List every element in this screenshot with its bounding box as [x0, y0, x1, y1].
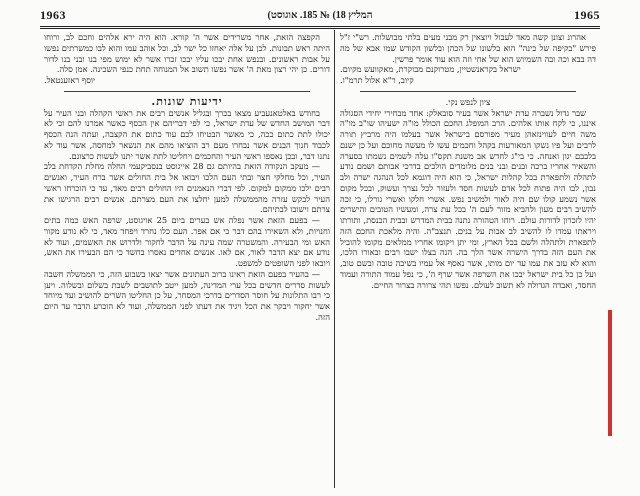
left-signature: יוסף ראזענטאל.	[44, 75, 96, 85]
news-paragraph: בחודש באלטאנעביע מצאו בכרך ובגליל אנשים רבים את ראשי הקהלה ובני העיר על דבר המושב החדש של עדת ישראל, כי לפי דבריהם אין הכסף כאשר אמרנו להם וכי לא יכולו לתת כתום ככה, כי מאשר הבטיחו לכם עוד כתום את הקצבה, ועתה הנה הכסף לכבוד חנוך הבנים אשר נבחרו מעם רב הוציאו מהם את הנשאר למחסה, אשר עוד לא נתנו דבר, ובכן נאספו ראשי העיר והחכמים ויחליטו לתת אשר יתנו לעשות כרצונם.	[44, 107, 330, 161]
header-rule-secondary	[40, 28, 600, 29]
left-section-title: ידיעות שונות.	[151, 94, 223, 108]
page-header	[40, 6, 600, 24]
page-number-right: 1965	[574, 7, 600, 22]
left-column	[44, 32, 330, 488]
left-separator	[64, 91, 310, 92]
right-top-paragraph: אהרונ וצונן קשה מאד לעבול ויוצאין רק מבני מעים בלתי מבושלות. רש"י ז"ל פירש "בקיפה של כינה" הוא בלשונו של הכהן ובלשון הקודש שמו אבא של מה דה בבא וכה ובה השמיוש הוא של אחי וזה הוא עוד אומר פרשין.	[340, 32, 596, 64]
header-rule	[40, 26, 600, 27]
right-body-paragraph: שבר גדול נשברה עדת ישראל אשר בעיר סובאלק: אחד מבחירי יחידי הסגולה איננו, כי לקח אותו אלהים. הרב המופלג החכם הכולל מו"ה ישעיהו שו"ב מו"ה משה חיים לעווינזאהן מעיר מפורסם בישראל אשר בעלמו היה מרביץ תורה לרבים ועל פיו נשקו המאורעות בקהל וחכמים עשו לו מעשה מחוכם ועל כן ישנם בלבבם יגון ואנחה. כי בי"ג לחדש אב משנת תקס"ו עלה לשמים נשמתו בסערה והשאיר אחריו ברכה ובנים ובני בנים מלומדים הולכים בדרכי אבותם ושמם נודע לתהלה ולתפארת בכל קהלות ישראל, כי הוא היה דוגמא לכל הנהגה ישרה ולב נבון, לבו היה פתוח לכל אדם לעשות חסד ולעזור לכל נצרך ועשוק, ובכל מקום אשר נשמע קולו שם היה לאור ולמשיב נפש. אשרי חלקו ואשרי גורלו, כי זכה להשיב רבים מעון ולהביא מזור לעם ה' בכל עת צרה, ומעשיו הטובים והישרים יהיו לזכרון לדורות עולם. רוחו הטהורה נתנה בבית המדרש ובבית הכנסת, ותורתו ויראתו עמדו לו להשיב לב אבות על בנים. תנצב"ה. והיה מלאכת החכם הזה לתפארת ולתהלה ולשם בכל הארץ, ומי יתן ויקומו אחריו ממלאים מקומו להוביל את העם הזה בדרך הישרה אשר הלך בה. הנה בצלו ישבו רבים ובאורו הלכו, והוא לא עזב את עמו עד יום מותו, אשר נאסף אל עמיו בשיבה טובה ובשם טוב, ועל כן כל בית ישראל יבכו את השרפה אשר שרף ה', כי נפל עמוד התורה ועמוד החסד, ואבדה הגדולה לא תשוב לעולם. נפשו תהי צרורה בצרור החיים.	[340, 107, 596, 290]
news-paragraph: — בפעם הזאת אשר נפלה אש בערים ביום 25 אויגוסט, שרפה האש כמה בתים וחנויות, ולא השאירו בהם דבר כי אם אפר. העם כלו נחרד ויפחד מאד, כי לא נודע מקור האש ומי הבעירה. והמשטרה שמה עינה על הדבר לחקור ולדרוש את האשמים, ועוד לא נודע אם יצא הדבר לאור, אם לאו. אנשים אחדים נאסרו בחשד כי הם הבעירו את האש, ויובאו לפני השופטים למשפט.	[44, 215, 330, 268]
right-section-title: ציון לנפש נקי.	[445, 96, 491, 107]
masthead: המליץ 18) № 185. אוגוסט)	[267, 9, 373, 21]
column-divider	[334, 30, 335, 488]
news-paragraph: — מעקב הנקודה הזאת בהיותם גם 28 אייגוסט בנסביקעמי החלה מחלת הקדחת בלב העיר, וכל מחלקי חצר ובתי העם הלכו ויבואו אל בית החולים אשר ברח העיר, ואנשים רבים ילכו ממקום למקום. לפי דברי הנאמנים היו החולים רבים מאד, עד כי הוכרחו ראשי העיר לבקש עזרה מהממשלה למען יחלצו את העם מצרתם. אנשים רבים הרגישו את צרתם וישובו לבתיהם.	[44, 161, 330, 215]
left-top-paragraph: הקפצה הזאת, אחר משרידים אשר ה' קורא. הוא היה ירא אלהים וחכם לב, ורוחו היתה ראש תבונות. לכן על אלה יאחזו כל ישר לב, וכל אוהב עמו והוא לבו כמשרתים נפשו על אבות ראשונים. ובנפש אחת יבכו עליו יבכו זכרו אשר לא ימוש מפי בנו ובני בנו לדור דורים. כן יהי רצון מאת ה' אשר נפשו תשוב אל המנוחה תחת כנפי השכינה. אמן סלה.	[44, 32, 330, 75]
news-paragraph: — בהעיר בפעם הזאת ראינו ברוב העתונים אשר יצאו בשבוע הזה, כי הממשלה חשבה לעשות סדרים חדשים בכל ערי המדינה, למען ייטב לתושבים לשבת בשלום ובשלוה. ויען כי רבו התלונות על חוסר הסדרים בדרכי המסחר, על כן החליטו השרים להושיב ועד מיוחד אשר יחקור ויבקר את הכל ויגיד את דעתו לפני הממשלה, ועוד לא הוכרע הדבר עד היום הזה.	[44, 268, 330, 322]
page-number-left: 1963	[40, 7, 66, 22]
section-separator	[360, 91, 576, 92]
right-column	[340, 32, 596, 488]
highlight-marker	[608, 310, 612, 436]
right-top-signature: ישראל בקראנשטיין, מטרוקנם מבוקרת, מאקוועש מקיום.	[340, 64, 521, 75]
right-top-signature-place: קיוב, ר"א אלול תרמ"ו.	[340, 75, 414, 85]
